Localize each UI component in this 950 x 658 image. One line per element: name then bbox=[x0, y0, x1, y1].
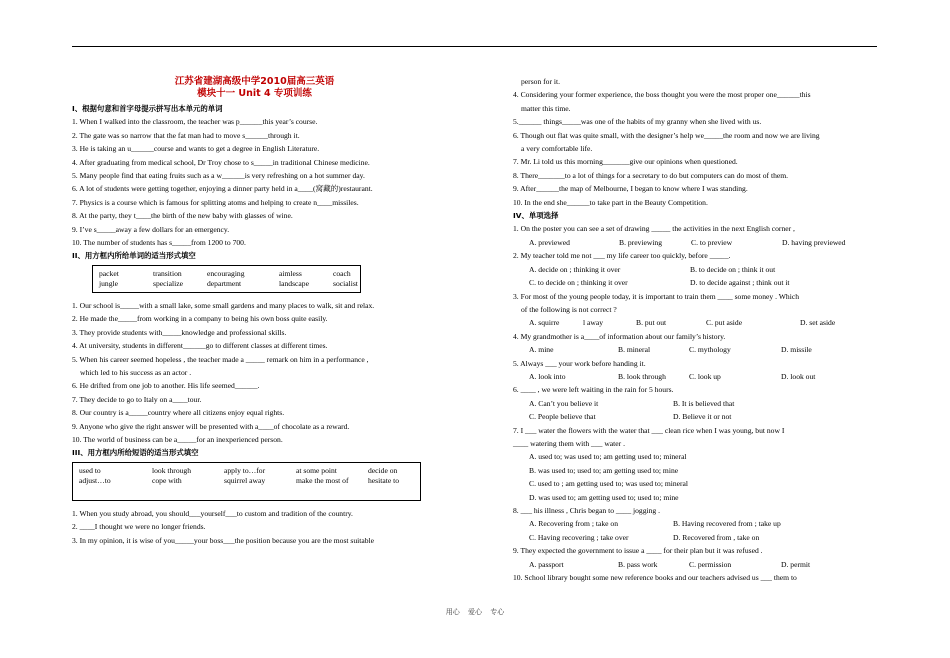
option: D. missile bbox=[781, 345, 812, 355]
option: A. used to; was used to; am getting used to; mineral bbox=[529, 452, 687, 462]
question-options bbox=[513, 370, 878, 383]
question-options bbox=[513, 531, 878, 544]
option: A. passport bbox=[529, 559, 564, 569]
option: D. set aside bbox=[800, 318, 836, 328]
question-options bbox=[513, 316, 878, 329]
option: D. having previewed bbox=[782, 237, 846, 247]
list-item: 6. He drifted from one job to another. His life seemed______. bbox=[72, 381, 260, 391]
question-option bbox=[513, 464, 878, 477]
list-item: 10. In the end she______to take part in the Beauty Competition. bbox=[513, 197, 708, 207]
option: B. Having recovered from ; take up bbox=[673, 519, 781, 529]
list-item: 5. Many people find that eating fruits such as a w______is very refreshing on a hot summer day. bbox=[72, 171, 365, 181]
question-option bbox=[513, 477, 878, 490]
question-options bbox=[513, 343, 878, 356]
question-option bbox=[513, 491, 878, 504]
option: C. to preview bbox=[691, 237, 733, 247]
option: D. Recovered from , take on bbox=[673, 532, 760, 542]
question-options bbox=[513, 397, 878, 410]
list-item: 10. The world of business can be a_____for an inexperienced person. bbox=[72, 434, 283, 444]
option: B. was used to; used to; am getting used to; mine bbox=[529, 465, 679, 475]
phrase: adjust…to bbox=[79, 475, 111, 485]
word-box bbox=[92, 265, 361, 293]
list-item: 8. Our country is a_____country where all citizens enjoy equal rights. bbox=[72, 408, 285, 418]
section3-list bbox=[72, 507, 437, 547]
option: D. permit bbox=[781, 559, 811, 569]
option: A. previewed bbox=[529, 237, 570, 247]
option: C. Having recovering ; take over bbox=[529, 532, 629, 542]
list-item: 3. He is taking an u______course and wants to get a degree in English Literature. bbox=[72, 144, 320, 154]
phrase: apply to…for bbox=[224, 465, 266, 475]
phrase: at some point bbox=[296, 465, 337, 475]
list-item: 5. When his career seemed hopeless , the teacher made a _____ remark on him in a performance , bbox=[72, 354, 369, 364]
option: A. look into bbox=[529, 371, 566, 381]
question: 10. School library bought some new reference books and our teachers advised us ___ them to bbox=[513, 573, 797, 583]
option: C. look up bbox=[689, 371, 721, 381]
question: 9. They expected the government to issue a ____ for their plan but it was refused . bbox=[513, 546, 763, 556]
phrase: decide on bbox=[368, 465, 398, 475]
section2-heading: II、用方框内所给单词的适当形式填空 bbox=[72, 251, 196, 261]
option: B. pass work bbox=[618, 559, 658, 569]
option: C. used to ; am getting used to; was used to; mineral bbox=[529, 479, 689, 489]
option: A. squirre bbox=[529, 318, 560, 328]
option: C. put aside bbox=[706, 318, 743, 328]
phrase: squirrel away bbox=[224, 475, 266, 485]
word: transition bbox=[153, 268, 182, 278]
option: B. look through bbox=[618, 371, 666, 381]
word: department bbox=[207, 278, 242, 288]
question-option bbox=[513, 450, 878, 463]
option: B. It is believed that bbox=[673, 398, 735, 408]
option: C. People believe that bbox=[529, 412, 596, 422]
word: jungle bbox=[99, 278, 118, 288]
option: D. look out bbox=[781, 371, 816, 381]
question: 3. For most of the young people today, it is important to train them ____ some money . Which bbox=[513, 291, 799, 301]
list-item: 4. Considering your former experience, the boss thought you were the most proper one______this bbox=[513, 90, 811, 100]
word: coach bbox=[333, 268, 351, 278]
question-options bbox=[513, 276, 878, 289]
word: encouraging bbox=[207, 268, 245, 278]
word: packet bbox=[99, 268, 119, 278]
question-options bbox=[513, 410, 878, 423]
list-item: 1. Our school is_____with a small lake, some small gardens and many places to walk, sit and relax. bbox=[72, 300, 375, 310]
list-item: 7. Mr. Li told us this morning_______give our opinions when questioned. bbox=[513, 157, 738, 167]
option: l away bbox=[583, 318, 604, 328]
list-item: 7. They decide to go to Italy on a____tour. bbox=[72, 394, 202, 404]
phrase: hesitate to bbox=[368, 475, 399, 485]
word: landscape bbox=[279, 278, 309, 288]
question: 2. My teacher told me not ___ my life career too quickly, before _____. bbox=[513, 251, 731, 261]
option: C. mythology bbox=[689, 345, 731, 355]
page-title: 江苏省建湖高级中学2010届高三英语 bbox=[174, 76, 335, 87]
option: A. Recovering from ; take on bbox=[529, 519, 618, 529]
list-item: 8. There_______to a lot of things for a secretary to do but computers can do most of them. bbox=[513, 170, 789, 180]
list-item: 9. After______the map of Melbourne, I began to know where I was standing. bbox=[513, 184, 748, 194]
option: B. to decide on ; think it out bbox=[690, 264, 776, 274]
question: 8. ___ his illness , Chris began to ____ jogging . bbox=[513, 506, 661, 515]
list-item-continuation: person for it. bbox=[521, 77, 561, 86]
word: aimless bbox=[279, 268, 302, 278]
question-options bbox=[513, 236, 878, 249]
phrase: used to bbox=[79, 465, 101, 475]
section2-list bbox=[72, 299, 437, 446]
list-item: 2. The gate was so narrow that the fat man had to move s______through it. bbox=[72, 130, 300, 140]
list-item: 1. When you study abroad, you should___yourself___to custom and tradition of the country. bbox=[72, 508, 353, 518]
word: socialist bbox=[333, 278, 358, 288]
phrase: make the most of bbox=[296, 475, 349, 485]
question: 7. I ___ water the flowers with the water that ___ clean rice when I was young, but now I bbox=[513, 425, 785, 435]
question-options bbox=[513, 263, 878, 276]
list-item: 1. When I walked into the classroom, the teacher was p______this year’s course. bbox=[72, 117, 318, 127]
option: A. mine bbox=[529, 345, 554, 355]
section3-heading: III、用方框内所给短语的适当形式填空 bbox=[72, 448, 199, 458]
question: 1. On the poster you can see a set of drawing _____ the activities in the next English corner , bbox=[513, 224, 795, 234]
phrase: look through bbox=[152, 465, 192, 475]
option: A. decide on ; thinking it over bbox=[529, 264, 621, 274]
page-footer: 用心 爱心 专心 bbox=[445, 608, 505, 616]
phrase-box bbox=[72, 462, 421, 501]
list-item-continuation: which led to his success as an actor . bbox=[80, 367, 192, 377]
header-rule bbox=[72, 46, 877, 47]
left-column bbox=[72, 76, 437, 547]
list-item: 4. After graduating from medical school, Dr Troy chose to s_____in traditional Chinese medicine. bbox=[72, 157, 370, 167]
option: C. permission bbox=[689, 559, 732, 569]
option: B. put out bbox=[636, 318, 667, 328]
option: B. previewing bbox=[619, 237, 663, 247]
question: 4. My grandmother is a____of information about our family’s history. bbox=[513, 331, 726, 341]
list-item-continuation: matter this time. bbox=[521, 103, 571, 113]
list-item: 4. At university, students in different______go to different classes at different times. bbox=[72, 341, 328, 351]
word: specialize bbox=[153, 278, 183, 288]
list-item: 8. At the party, they t____the birth of the new baby with glasses of wine. bbox=[72, 211, 293, 221]
list-item: 3. They provide students with_____knowledge and professional skills. bbox=[72, 327, 287, 337]
list-item: 9. I’ve s_____away a few dollars for an emergency. bbox=[72, 224, 230, 234]
section1-list bbox=[72, 115, 437, 249]
question-options bbox=[513, 558, 878, 571]
list-item: 6. A lot of students were getting together, enjoying a dinner party held in a____(窝藏的)restaurant. bbox=[72, 184, 373, 194]
option: A. Can’t you believe it bbox=[529, 398, 599, 408]
list-item: 6. Though out flat was quite small, with the designer’s help we_____the room and now we are living bbox=[513, 130, 820, 140]
question-continuation: ____ watering them with ___ water . bbox=[513, 438, 625, 448]
section1-heading: I、根据句意和首字母提示拼写出本单元的单词 bbox=[72, 104, 223, 113]
page-subtitle: 模块十一 Unit 4 专项训练 bbox=[197, 88, 312, 99]
option: B. mineral bbox=[618, 345, 651, 355]
phrase: cope with bbox=[152, 475, 182, 485]
option: D. Believe it or not bbox=[673, 412, 732, 422]
question-options bbox=[513, 517, 878, 530]
section4-heading: IV、单项选择 bbox=[513, 211, 559, 221]
list-item: 2. ____I thought we were no longer friends. bbox=[72, 522, 206, 532]
question: 6. ____ , we were left waiting in the rain for 5 hours. bbox=[513, 385, 674, 395]
question: 5. Always ___ your work before handing it. bbox=[513, 358, 646, 368]
list-item: 2. He made the_____from working in a company to being his own boss quite easily. bbox=[72, 314, 328, 324]
list-item: 9. Anyone who give the right answer will be presented with a____of chocolate as a reward. bbox=[72, 421, 350, 431]
right-column bbox=[513, 75, 878, 584]
list-item-continuation: a very comfortable life. bbox=[521, 144, 593, 154]
question-continuation: of the following is not correct ? bbox=[521, 304, 617, 314]
option: C. to decide on ; thinking it over bbox=[529, 278, 628, 288]
list-item: 7. Physics is a course which is famous for splitting atoms and helping to create n____missiles. bbox=[72, 197, 359, 207]
list-item: 3. In my opinion, it is wise of you_____your boss___the position because you are the most suitable bbox=[72, 535, 375, 545]
option: D. was used to; am getting used to; used to; mine bbox=[529, 492, 679, 502]
option: D. to decide against ; think out it bbox=[690, 278, 790, 288]
list-item: 10. The number of students has s_____from 1200 to 700. bbox=[72, 238, 246, 248]
list-item: 5.______ things_____was one of the habits of my granny when she lived with us. bbox=[513, 117, 762, 127]
